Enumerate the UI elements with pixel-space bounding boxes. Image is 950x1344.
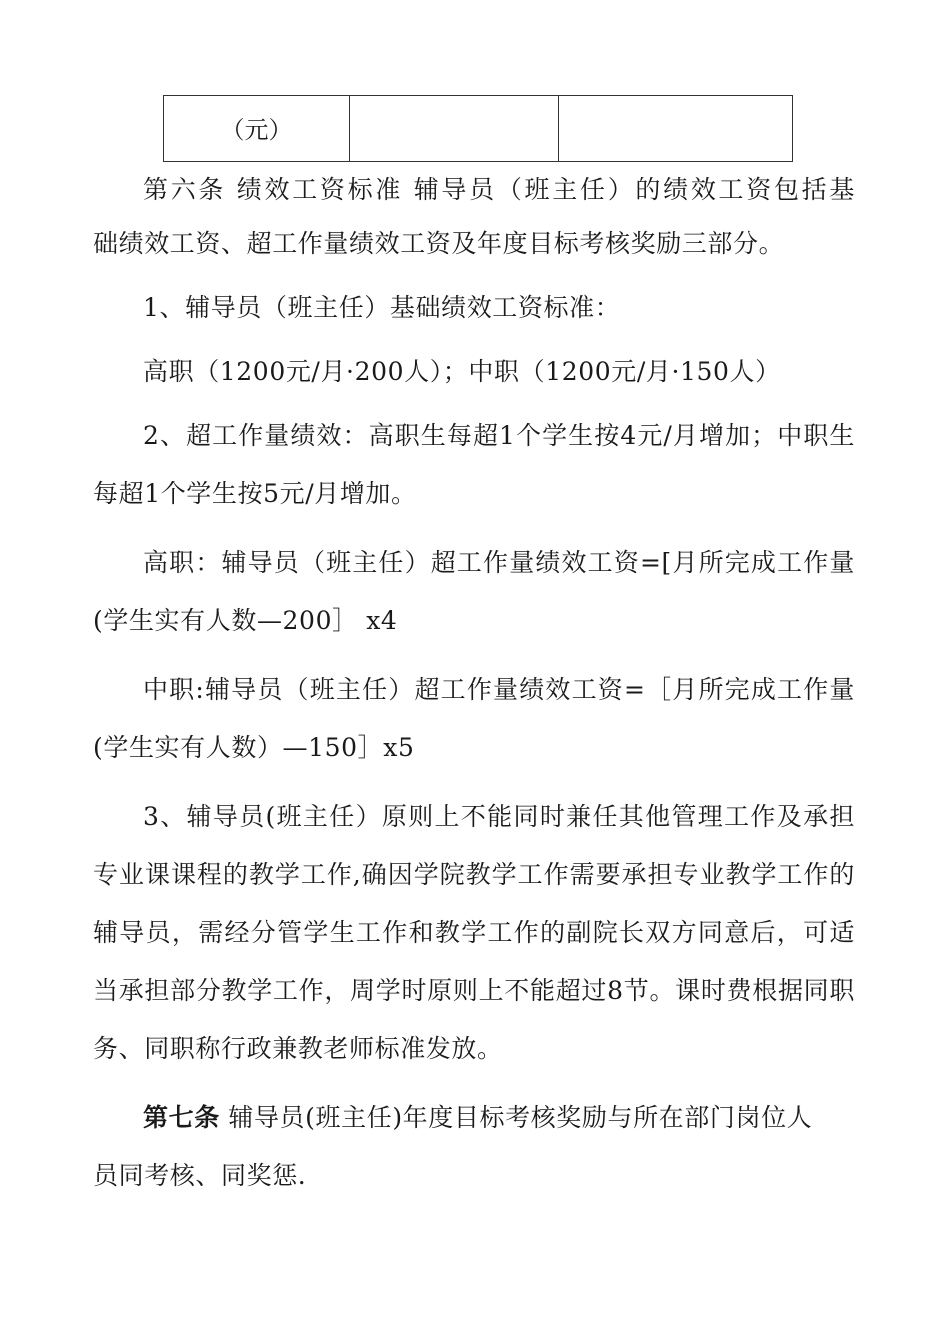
salary-table — [163, 95, 793, 162]
item-3-line-5: 务、同职称行政兼教老师标准发放。 — [93, 1034, 503, 1063]
article-7-text: 辅导员(班主任)年度目标考核奖励与所在部门岗位人 — [219, 1103, 813, 1132]
article-7-line-2: 员同考核、同奖惩. — [93, 1161, 307, 1190]
article-6-line-1: 第六条 绩效工资标准 辅导员（班主任）的绩效工资包括基 — [143, 175, 855, 204]
item-2-line-1: 2、超工作量绩效：高职生每超1个学生按4元/月增加；中职生 — [143, 421, 855, 450]
article-7-label: 第七条 — [143, 1103, 220, 1132]
formula-zhongzhi-line-1: 中职:辅导员（班主任）超工作量绩效工资=［月所完成工作量 — [143, 675, 855, 704]
article-7-line-1 — [143, 1102, 855, 1134]
table-cell-unit: （元） — [164, 96, 350, 162]
formula-gaozhi-line-2: (学生实有人数—200］ x4 — [93, 606, 398, 635]
item-1-heading: 1、辅导员（班主任）基础绩效工资标准： — [143, 293, 621, 322]
item-3-line-4: 当承担部分教学工作，周学时原则上不能超过8节。课时费根据同职 — [93, 976, 855, 1005]
item-3-line-3: 辅导员，需经分管学生工作和教学工作的副院长双方同意后，可适 — [93, 918, 855, 947]
table-cell-empty-1 — [350, 96, 559, 162]
table-cell-empty-2 — [559, 96, 793, 162]
base-standard-line: 高职（1200元/月·200人）；中职（1200元/月·150人） — [143, 357, 781, 386]
item-2-line-2: 每超1个学生按5元/月增加。 — [93, 479, 417, 508]
formula-zhongzhi-line-2: (学生实有人数）—150］x5 — [93, 733, 415, 762]
table-row — [164, 96, 793, 162]
item-3-line-2: 专业课课程的教学工作,确因学院教学工作需要承担专业教学工作的 — [93, 860, 855, 889]
item-3-line-1: 3、辅导员(班主任）原则上不能同时兼任其他管理工作及承担 — [143, 802, 855, 831]
formula-gaozhi-line-1: 高职：辅导员（班主任）超工作量绩效工资=[月所完成工作量 — [143, 548, 855, 577]
article-6-line-2: 础绩效工资、超工作量绩效工资及年度目标考核奖励三部分。 — [93, 229, 785, 258]
